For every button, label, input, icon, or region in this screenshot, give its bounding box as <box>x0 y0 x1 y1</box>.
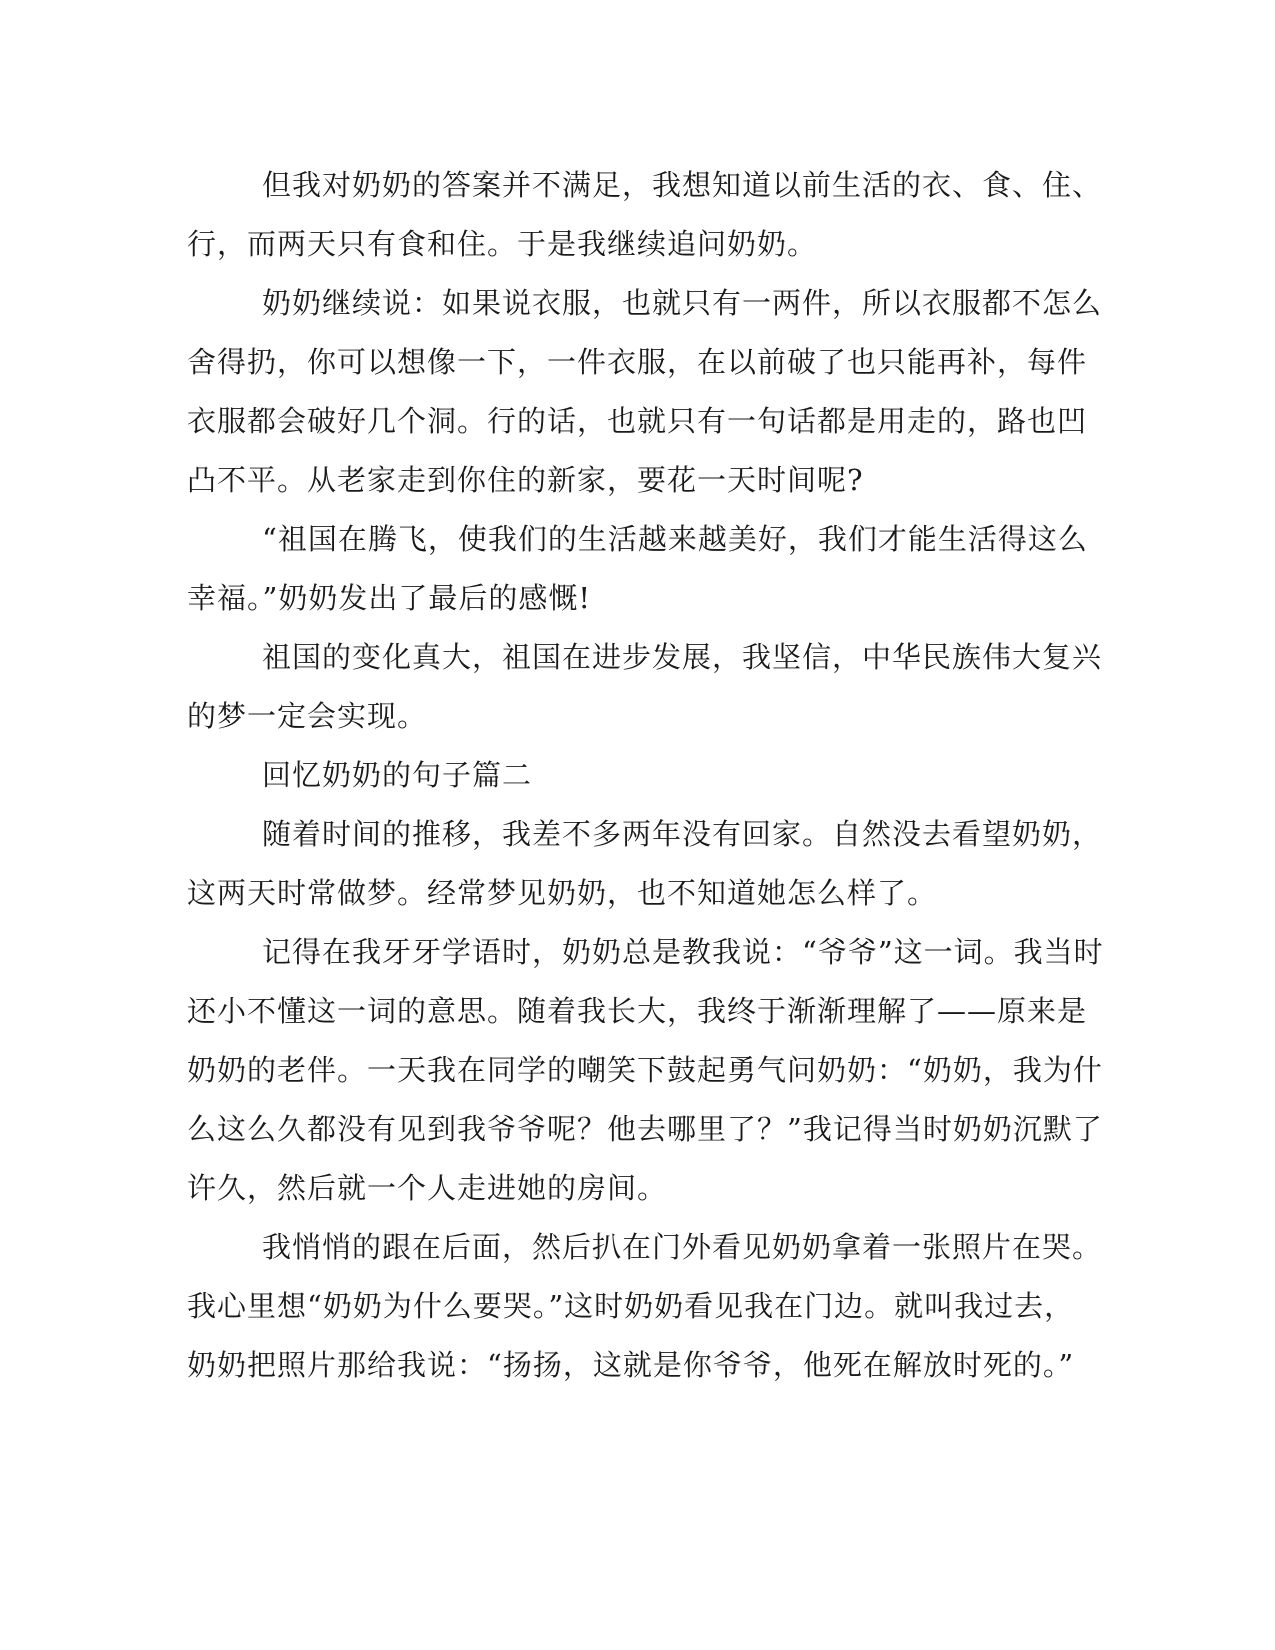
text-line: 随着时间的推移，我差不多两年没有回家。自然没去看望奶奶， <box>262 817 1103 851</box>
text-line: 我心里想“奶奶为什么要哭。”这时奶奶看见我在门边。就叫我过去， <box>187 1289 1075 1323</box>
text-line: 但我对奶奶的答案并不满足，我想知道以前生活的衣、食、住、 <box>262 168 1103 202</box>
text-line: 舍得扔，你可以想像一下，一件衣服，在以前破了也只能再补，每件 <box>187 345 1088 379</box>
text-line: 幸福。”奶奶发出了最后的感慨! <box>187 581 591 615</box>
text-line: 衣服都会破好几个洞。行的话，也就只有一句话都是用走的，路也凹 <box>187 404 1088 438</box>
text-line: 奶奶的老伴。一天我在同学的嘲笑下鼓起勇气问奶奶：“奶奶，我为什 <box>187 1053 1103 1087</box>
section-heading: 回忆奶奶的句子篇二 <box>262 758 533 792</box>
text-line: 记得在我牙牙学语时，奶奶总是教我说：“爷爷”这一词。我当时 <box>262 935 1104 969</box>
text-line: “祖国在腾飞，使我们的生活越来越美好，我们才能生活得这么 <box>262 522 1088 556</box>
text-line: 奶奶继续说：如果说衣服，也就只有一两件，所以衣服都不怎么 <box>262 286 1103 320</box>
text-line: 还小不懂这一词的意思。随着我长大，我终于渐渐理解了——原来是 <box>187 994 1088 1028</box>
text-line: 行，而两天只有食和住。于是我继续追问奶奶。 <box>187 227 818 261</box>
text-line: 这两天时常做梦。经常梦见奶奶，也不知道她怎么样了。 <box>187 876 938 910</box>
text-line: 么这么久都没有见到我爷爷呢？他去哪里了？”我记得当时奶奶沉默了 <box>187 1112 1103 1146</box>
text-line: 凸不平。从老家走到你住的新家，要花一天时间呢? <box>187 463 864 497</box>
text-line: 许久，然后就一个人走进她的房间。 <box>187 1171 668 1205</box>
text-line: 我悄悄的跟在后面，然后扒在门外看见奶奶拿着一张照片在哭。 <box>262 1230 1103 1264</box>
text-line: 祖国的变化真大，祖国在进步发展，我坚信，中华民族伟大复兴 <box>262 640 1103 674</box>
text-line: 奶奶把照片那给我说：“扬扬，这就是你爷爷，他死在解放时死的。” <box>187 1348 1075 1382</box>
text-line: 的梦一定会实现。 <box>187 699 428 733</box>
